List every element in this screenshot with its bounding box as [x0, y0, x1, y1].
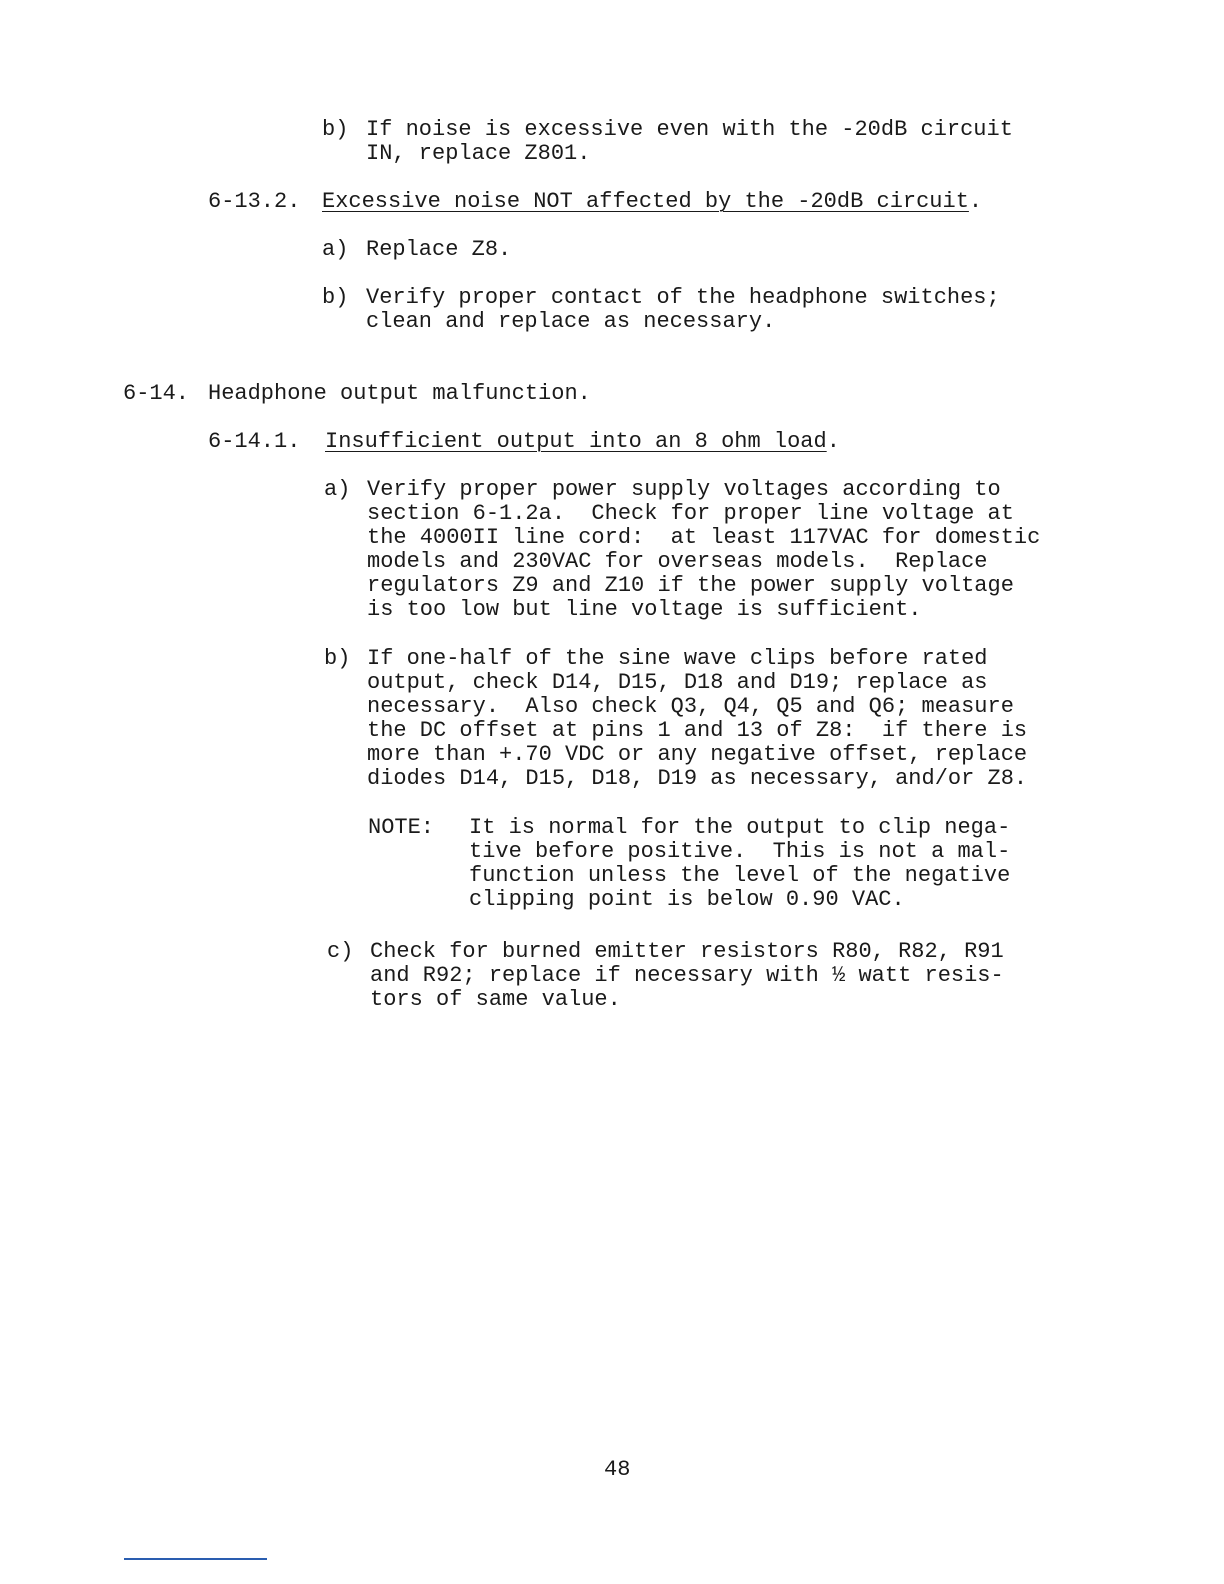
text-line: Check for burned emitter resistors R80, R82, R91 — [370, 939, 1004, 964]
footnote-rule — [124, 1558, 267, 1560]
continued-item-text — [366, 118, 1013, 166]
note-text — [469, 816, 1010, 912]
text-line: output, check D14, D15, D18 and D19; replace as — [367, 670, 988, 695]
text-line: tors of same value. — [370, 987, 621, 1012]
section-heading — [325, 430, 840, 454]
text-line: is too low but line voltage is sufficient. — [367, 597, 922, 622]
section-number: 6-14.1. — [208, 429, 301, 454]
text-line: models and 230VAC for overseas models. Replace — [367, 549, 988, 574]
item-text — [370, 940, 1004, 1012]
text-line: necessary. Also check Q3, Q4, Q5 and Q6; measure — [367, 694, 1014, 719]
text-line: regulators Z9 and Z10 if the power supply voltage — [367, 573, 1014, 598]
section-title: Insufficient output into an 8 ohm load — [325, 429, 827, 454]
text-line: function unless the level of the negative — [469, 863, 1011, 888]
title-period: . — [826, 429, 840, 454]
item-label: b) — [322, 117, 349, 142]
item-text — [367, 647, 1027, 791]
text-line: clean and replace as necessary. — [366, 309, 776, 334]
text-line: the DC offset at pins 1 and 13 of Z8: if there is — [367, 718, 1028, 743]
note-label: NOTE: — [368, 815, 435, 840]
text-line: diodes D14, D15, D18, D19 as necessary, and/or Z8. — [367, 766, 1028, 791]
text-line: If noise is excessive even with the -20dB circuit — [366, 117, 1013, 142]
item-label: b) — [324, 646, 351, 671]
text-line: the 4000II line cord: at least 117VAC for domestic — [367, 525, 1041, 550]
item-text — [366, 238, 511, 262]
section-heading — [322, 190, 982, 214]
text-line: Replace Z8. — [366, 237, 512, 262]
text-line: If one-half of the sine wave clips before rated — [367, 646, 988, 671]
section-number: 6-14. — [123, 381, 190, 406]
item-label: b) — [322, 285, 349, 310]
text-line: tive before positive. This is not a mal- — [469, 839, 1011, 864]
item-text — [367, 478, 1040, 622]
text-line: and R92; replace if necessary with ½ watt resis- — [370, 963, 1004, 988]
text-line: clipping point is below 0.90 VAC. — [469, 887, 905, 912]
text-line: IN, replace Z801. — [366, 141, 591, 166]
item-label: a) — [322, 237, 349, 262]
item-text — [366, 286, 1000, 334]
section-title: Excessive noise NOT affected by the -20dB circuit — [322, 189, 969, 214]
text-line: more than +.70 VDC or any negative offset, replace — [367, 742, 1028, 767]
title-period: . — [968, 189, 983, 214]
text-line: section 6-1.2a. Check for proper line voltage at — [367, 501, 1014, 526]
text-line: It is normal for the output to clip nega- — [469, 815, 1011, 840]
page-number: 48 — [604, 1457, 631, 1482]
section-number: 6-13.2. — [208, 189, 301, 214]
text-line: Verify proper power supply voltages according to — [367, 477, 1001, 502]
text-line: Verify proper contact of the headphone switches; — [366, 285, 1000, 310]
item-label: c) — [327, 939, 354, 964]
section-title: Headphone output malfunction. — [208, 381, 591, 406]
item-label: a) — [324, 477, 351, 502]
